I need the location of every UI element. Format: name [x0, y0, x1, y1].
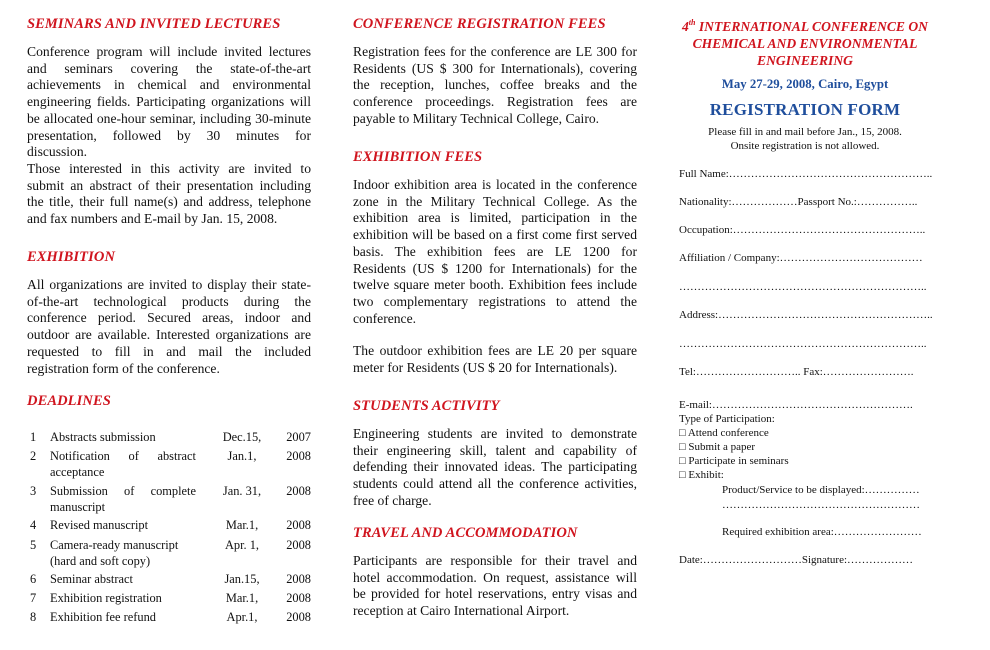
nationality-passport-field[interactable]: Nationality:………………Passport No.:……………..	[679, 196, 918, 208]
travel-paragraph: Participants are responsible for their travel and hotel accommodation. On request, assistance will be provided for hotel reservations, entry visas and reception at Cairo International Airport.	[353, 553, 637, 619]
students-activity-heading: STUDENTS ACTIVITY	[353, 398, 500, 414]
option-attend-conference[interactable]: □ Attend conference	[679, 427, 769, 439]
onsite-note: Onsite registration is not allowed.	[730, 140, 880, 152]
address-field[interactable]: Address:…………………………………………………..	[679, 309, 933, 321]
students-activity-paragraph: Engineering students are invited to demonstrate their engineering skill, talent and capability of defending their innovated ideas. The participating students could attend all the conference activities, free of charge.	[353, 426, 637, 508]
conference-dates: May 27-29, 2008, Cairo, Egypt	[721, 77, 889, 91]
exhibition-area-field[interactable]: Required exhibition area:……………………	[722, 526, 922, 538]
seminars-heading: SEMINARS AND INVITED LECTURES	[27, 16, 281, 32]
tel-fax-field[interactable]: Tel:……………………….. Fax:…………………….	[679, 366, 914, 378]
mail-deadline-note: Please fill in and mail before Jan., 15, 2008.	[708, 126, 902, 138]
outdoor-fees-paragraph: The outdoor exhibition fees are LE 20 per square meter for Residents (US $ 20 for Internationals).	[353, 343, 637, 375]
form-title: REGISTRATION FORM	[709, 100, 901, 119]
exhibition-paragraph: All organizations are invited to display their state-of-the-art technological products during the conference period. Secured areas, indoor and outdoor are available. Interested organizations are requested to fill in and mail the included registration form of the conference.	[27, 277, 311, 376]
participation-type-label: Type of Participation:	[679, 413, 775, 425]
full-name-field[interactable]: Full Name:………………………………………………..	[679, 168, 933, 180]
option-submit-paper[interactable]: □ Submit a paper	[679, 441, 756, 453]
exhibition-heading: EXHIBITION	[27, 249, 116, 265]
conference-title: 4th INTERNATIONAL CONFERENCE ON CHEMICAL AND ENVIRONMENTAL ENGINEERING	[682, 18, 928, 68]
checkbox-icon[interactable]: □	[679, 455, 686, 467]
exhibition-fees-paragraph: Indoor exhibition area is located in the conference zone in the Military Technical College. As the exhibition area is limited, participation in the exhibition will be based on a first come first served basis. The exhibition fees are LE 1200 for Residents (US $ 1200 for Internationals) for the twelve square meter booth. Exhibition fees include two complementary registrations to attend the conference.	[353, 177, 637, 326]
checkbox-icon[interactable]: □	[679, 441, 686, 453]
occupation-field[interactable]: Occupation:……………………………………………..	[679, 224, 926, 236]
registration-fees-paragraph: Registration fees for the conference are LE 300 for Residents (US $ 300 for Internationals), covering the reception, lunches, coffee breaks and the conference proceedings. Registration fees are payable to Military Technical College, Cairo.	[353, 44, 637, 126]
travel-heading: TRAVEL AND ACCOMMODATION	[353, 525, 578, 541]
product-service-field[interactable]: Product/Service to be displayed:……………	[722, 484, 920, 496]
affiliation-continued-field[interactable]: …………………………………………………………..	[679, 281, 927, 293]
seminars-paragraph: Conference program will include invited lectures and seminars covering the state-of-the-art achievements in chemical and environmental engineering fields. Participating organizations will be allocated one-hour seminar, including 30-minute presentation, followed by 30 minutes for discussion.	[27, 44, 311, 160]
checkbox-icon[interactable]: □	[679, 469, 686, 481]
affiliation-field[interactable]: Affiliation / Company:…………………………………	[679, 252, 923, 264]
exhibition-fees-heading: EXHIBITION FEES	[353, 149, 483, 165]
product-service-continued-field[interactable]: ………………………………………………	[722, 499, 920, 511]
registration-fees-heading: CONFERENCE REGISTRATION FEES	[353, 16, 606, 32]
option-exhibit[interactable]: □ Exhibit:	[679, 469, 724, 481]
option-participate-seminars[interactable]: □ Participate in seminars	[679, 455, 789, 467]
date-signature-field[interactable]: Date:………………………Signature:………………	[679, 554, 914, 566]
address-continued-field[interactable]: …………………………………………………………..	[679, 338, 927, 350]
seminars-abstract-paragraph: Those interested in this activity are invited to submit an abstract of their presentation including the title, their full name(s) and address, telephone and fax numbers and E-mail by Jan. 15, 2008.	[27, 161, 311, 227]
checkbox-icon[interactable]: □	[679, 427, 686, 439]
deadlines-heading: DEADLINES	[27, 393, 111, 409]
email-field[interactable]: E-mail:……………………………………………….	[679, 399, 913, 411]
